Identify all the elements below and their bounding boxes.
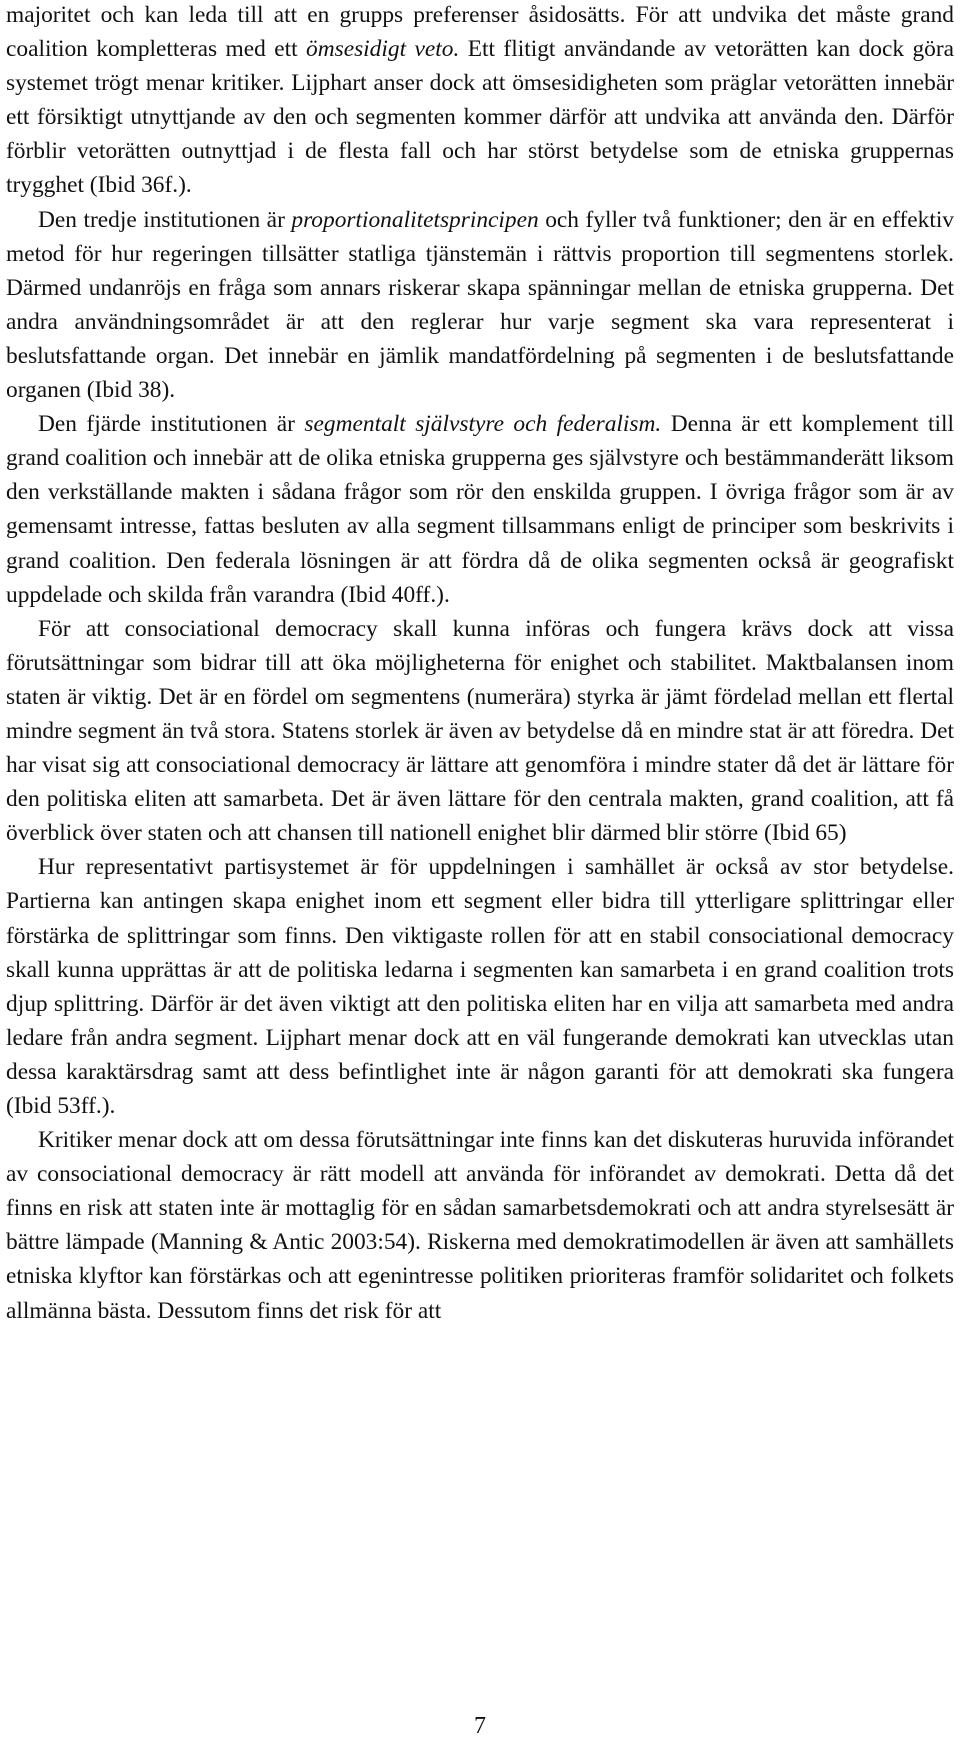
text-segment: majoritet och kan leda till att en grupps preferenser åsidosätts. För att undvika det måste grand coalition kompletteras med ett <box>6 2 954 63</box>
paragraph <box>6 612 954 851</box>
paragraph <box>6 407 954 612</box>
italic-term: proportionalitetsprincipen <box>291 206 539 233</box>
text-segment: och fyller två funktioner; den är en effektiv metod för hur regeringen tillsätter statliga tjänstemän i rättvis proportion till segmentens storlek. Därmed undanröjs en fråga som annars riskerar skapa spänningar mellan de etniska grupperna. Det andra användningsområdet är att den reglerar hur varje segment ska vara representerat i beslutsfattande organ. Det innebär en jämlik mandatfördelning på segmenten i de beslutsfattande organen (Ibid 38). <box>6 206 955 404</box>
page-number: 7 <box>474 1713 486 1739</box>
body-text <box>6 0 954 1328</box>
text-segment: Ett flitigt användande av vetorätten kan dock göra systemet trögt menar kritiker. Lijphart anser dock att ömsesidigheten som präglar vetorätten innebär ett försiktigt utnyttjande av den och segmenten kommer därför att undvika att använda den. Därför förblir vetorätten outnyttjad i de flesta fall och har störst betydelse som de etniska gruppernas trygghet (Ibid 36f.). <box>6 36 955 199</box>
text-segment: Den fjärde institutionen är <box>38 411 305 438</box>
text-segment: Kritiker menar dock att om dessa förutsättningar inte finns kan det diskuteras huruvida införandet av consociational democracy är rätt modell att använda för införandet av demokrati. Detta då det finns en risk att staten inte är mottaglig för en sådan samarbetsdemokrati och att andra styrelsesätt är bättre lämpade (Manning & Antic 2003:54). Riskerna med demokratimodellen är även att samhällets etniska klyftor kan förstärkas och att egenintresse politiken prioriteras framför solidaritet och folkets allmänna bästa. Dessutom finns det risk för att <box>6 1127 954 1324</box>
text-segment: Den tredje institutionen är <box>38 206 292 233</box>
paragraph <box>6 0 954 203</box>
italic-term: ömsesidigt veto. <box>306 36 460 63</box>
text-segment: För att consociational democracy skall kunna införas och fungera krävs dock att vissa förutsättningar som bidrar till att öka möjligheterna för enighet och stabilitet. Maktbalansen inom staten är viktig. Det är en fördel om segmentens (numerära) styrka är jämt fördelad mellan ett flertal mindre segment än två stora. Statens storlek är även av betydelse då en mindre stat är att föredra. Det har visat sig att consociational democracy är lättare att genomföra i mindre stater då det är lättare för den politiska eliten att samarbeta. Det är även lättare för den centrala makten, grand coalition, att få överblick över staten och att chansen till nationell enighet blir därmed blir större (Ibid 65) <box>6 615 954 847</box>
paragraph <box>6 850 954 1123</box>
paragraph <box>6 203 954 408</box>
italic-term: segmentalt självstyre och federalism. <box>304 411 662 438</box>
paragraph <box>6 1123 954 1328</box>
text-segment: Denna är ett komplement till grand coalition och innebär att de olika etniska grupperna ges självstyre och bestämmanderätt liksom den verkställande makten i sådana frågor som rör den enskilda gruppen. I övriga frågor som är av gemensamt intresse, fattas besluten av alla segment tillsammans enligt de principer som beskrivits i grand coalition. Den federala lösningen är att fördra då de olika segmenten också är geografiskt uppdelade och skilda från varandra (Ibid 40ff.). <box>6 411 954 608</box>
text-segment: Hur representativt partisystemet är för uppdelningen i samhället är också av stor betydelse. Partierna kan antingen skapa enighet inom ett segment eller bidra till ytterligare splittringar eller förstärka de splittringar som finns. Den viktigaste rollen för att en stabil consociational democracy skall kunna upprättas är att de politiska ledarna i segmenten kan samarbeta i en grand coalition trots djup splittring. Därför är det även viktigt att den politiska eliten har en vilja att samarbeta med andra ledare från andra segment. Lijphart menar dock att en väl fungerande demokrati kan utvecklas utan dessa karaktärsdrag samt att dess befintlighet inte är någon garanti för att demokrati ska fungera (Ibid 53ff.). <box>6 854 954 1119</box>
